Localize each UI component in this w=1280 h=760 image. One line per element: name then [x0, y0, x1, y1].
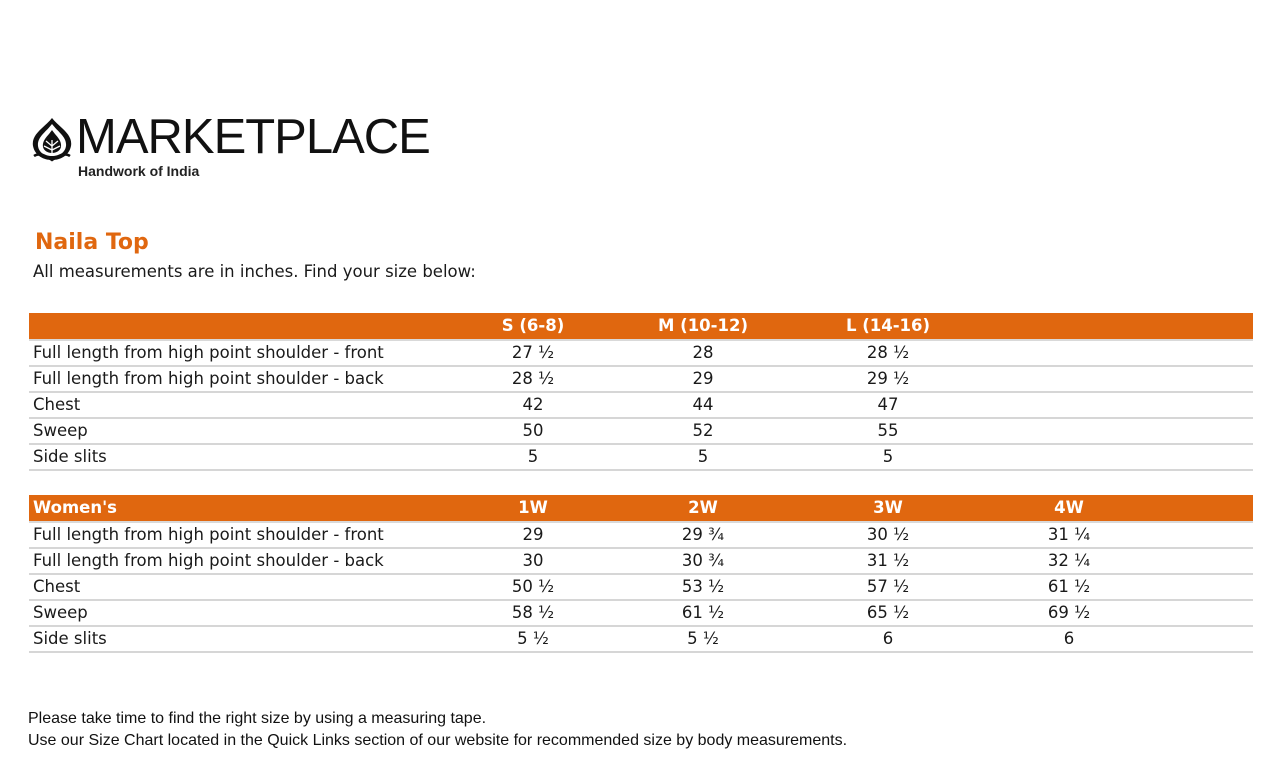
note-size-chart: Use our Size Chart located in the Quick Links section of our website for recommended size by body measurements. — [28, 732, 848, 749]
table-row — [29, 549, 1253, 575]
cell-value: 6 — [882, 629, 894, 648]
header-col-2: M (10-12) — [657, 316, 749, 335]
header-col-1: 1W — [518, 498, 548, 517]
table-row — [29, 367, 1253, 393]
row-label: Chest — [33, 395, 81, 414]
size-table-womens — [29, 495, 1253, 653]
row-label: Side slits — [33, 629, 107, 648]
cell-value: 5 ½ — [687, 629, 719, 648]
leaf-emblem-icon — [30, 116, 74, 162]
header-col-3: 3W — [873, 498, 903, 517]
row-label: Sweep — [33, 603, 88, 622]
header-label: Women's — [33, 498, 117, 517]
note-measuring-tape: Please take time to find the right size by using a measuring tape. — [28, 710, 487, 727]
header-col-3: L (14-16) — [845, 316, 931, 335]
row-label: Full length from high point shoulder - back — [33, 551, 384, 570]
cell-value: 30 ¾ — [681, 551, 725, 570]
brand-tagline: Handwork of India — [78, 163, 200, 179]
cell-value: 57 ½ — [866, 577, 910, 596]
cell-value: 53 ½ — [681, 577, 725, 596]
header-col-1: S (6-8) — [501, 316, 565, 335]
cell-value: 31 ¼ — [1047, 525, 1091, 544]
row-label: Chest — [33, 577, 81, 596]
table-row — [29, 627, 1253, 653]
cell-value: 50 — [522, 421, 544, 440]
cell-value: 32 ¼ — [1047, 551, 1091, 570]
cell-value: 5 ½ — [517, 629, 549, 648]
row-label: Full length from high point shoulder - back — [33, 369, 384, 388]
cell-value: 6 — [1063, 629, 1075, 648]
cell-value: 52 — [692, 421, 714, 440]
cell-value: 30 — [522, 551, 544, 570]
cell-value: 58 ½ — [511, 603, 555, 622]
cell-value: 5 — [697, 447, 709, 466]
cell-value: 28 ½ — [511, 369, 555, 388]
cell-value: 61 ½ — [681, 603, 725, 622]
cell-value: 61 ½ — [1047, 577, 1091, 596]
brand-name: MARKETPLACE — [76, 110, 430, 164]
cell-value: 29 ¾ — [681, 525, 725, 544]
row-label: Side slits — [33, 447, 107, 466]
cell-value: 27 ½ — [511, 343, 555, 362]
cell-value: 65 ½ — [866, 603, 910, 622]
row-label: Full length from high point shoulder - front — [33, 525, 384, 544]
header-col-2: 2W — [688, 498, 718, 517]
cell-value: 31 ½ — [866, 551, 910, 570]
cell-value: 30 ½ — [866, 525, 910, 544]
cell-value: 47 — [877, 395, 899, 414]
size-table-missy — [29, 313, 1253, 471]
table-header-row — [29, 495, 1253, 523]
page-title: Naila Top — [35, 230, 149, 255]
cell-value: 29 — [522, 525, 544, 544]
table-row — [29, 341, 1253, 367]
table-row — [29, 445, 1253, 471]
cell-value: 44 — [692, 395, 714, 414]
table-header-row — [29, 313, 1253, 341]
cell-value: 29 ½ — [866, 369, 910, 388]
cell-value: 28 — [692, 343, 714, 362]
header-col-4: 4W — [1054, 498, 1084, 517]
table-row — [29, 575, 1253, 601]
page-subtitle: All measurements are in inches. Find your size below: — [33, 262, 476, 281]
table-row — [29, 523, 1253, 549]
cell-value: 5 — [882, 447, 894, 466]
cell-value: 50 ½ — [511, 577, 555, 596]
row-label: Full length from high point shoulder - front — [33, 343, 384, 362]
cell-value: 42 — [522, 395, 544, 414]
cell-value: 28 ½ — [866, 343, 910, 362]
cell-value: 29 — [692, 369, 714, 388]
table-row — [29, 393, 1253, 419]
row-label: Sweep — [33, 421, 88, 440]
table-row — [29, 601, 1253, 627]
cell-value: 5 — [527, 447, 539, 466]
cell-value: 69 ½ — [1047, 603, 1091, 622]
table-row — [29, 419, 1253, 445]
cell-value: 55 — [877, 421, 899, 440]
